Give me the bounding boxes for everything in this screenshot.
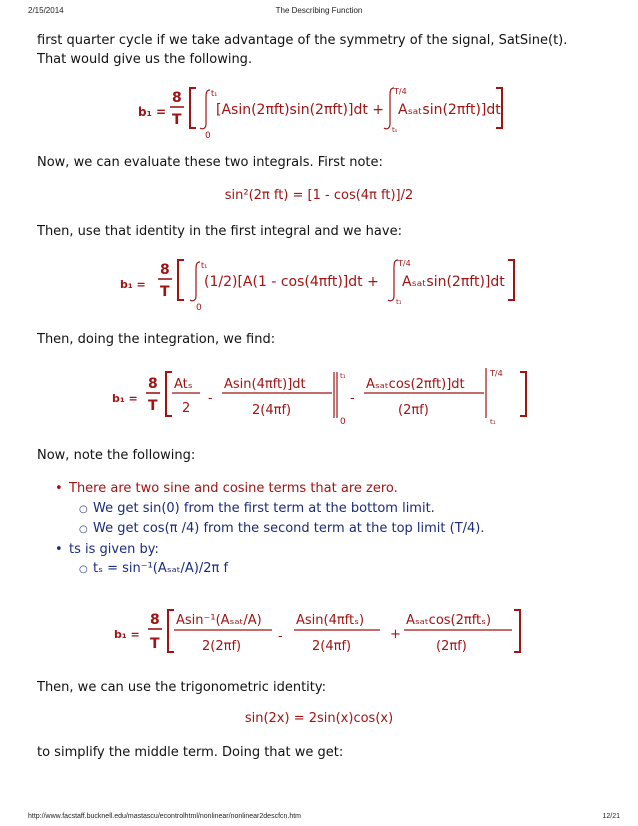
header-date: 2/15/2014 xyxy=(28,6,64,15)
list-item xyxy=(55,540,485,560)
eq4-right-bracket xyxy=(514,610,520,652)
eq3-term1-den: 2 xyxy=(182,401,191,416)
paragraph-trig-identity: Then, we can use the trigonometric identity: xyxy=(37,680,327,695)
bullet-dot-icon: • xyxy=(55,481,63,496)
eq3-eval2-lower: t₁ xyxy=(490,418,496,426)
eq1-integral-2 xyxy=(384,88,394,129)
eq3-term2-num: Asin(4πft)]dt xyxy=(224,377,306,392)
eq3-term1-num: Atₛ xyxy=(174,377,193,392)
list-item xyxy=(79,499,485,520)
eq2-integral-1 xyxy=(190,262,200,301)
eq3-eval1-upper: t₁ xyxy=(340,372,346,380)
eq3-term3-den: (2πf) xyxy=(398,403,429,418)
eq4-frac-den: T xyxy=(150,636,160,652)
eq3-frac-num: 8 xyxy=(148,376,158,392)
eq1-left-bracket xyxy=(190,88,196,128)
eq2-integrand-1: (1/2)[A(1 - cos(4πft)]dt + xyxy=(204,274,379,290)
bullet-circle-icon: ○ xyxy=(79,503,88,515)
paragraph-note: Now, note the following: xyxy=(37,448,196,463)
bullet-circle-icon: ○ xyxy=(79,524,88,535)
eq4-frac-num: 8 xyxy=(150,612,160,628)
identity-sin-squared: sin²(2π ft) = [1 - cos(4π ft)]/2 xyxy=(224,188,414,203)
eq1-integral-1 xyxy=(200,90,210,129)
list-item xyxy=(79,519,485,540)
eq2-lhs: b₁ = xyxy=(120,278,146,291)
identity-sin-2x: sin(2x) = 2sin(x)cos(x) xyxy=(244,711,394,726)
bullet-text: We get cos(π /4) from the second term at the top limit (T/4). xyxy=(93,521,485,536)
eq4-plus: + xyxy=(390,627,401,642)
list-item xyxy=(55,479,485,499)
eq3-frac-den: T xyxy=(148,398,158,414)
eq3-minus-1: - xyxy=(208,391,213,406)
eq1-frac-den: T xyxy=(172,112,182,128)
eq3-eval2-upper: T/4 xyxy=(490,369,503,378)
eq4-left-bracket xyxy=(168,610,174,652)
equation-4 xyxy=(110,604,530,666)
eq2-integrand-2: Aₛₐₜsin(2πft)]dt xyxy=(402,274,505,290)
eq4-term2-num: Asin(4πftₛ) xyxy=(296,613,365,628)
eq3-term3-num: Aₛₐₜcos(2πft)]dt xyxy=(366,377,465,392)
eq2-left-bracket xyxy=(178,260,184,300)
eq2-lower-2: t₁ xyxy=(396,298,402,306)
eq3-right-bracket xyxy=(520,372,526,416)
eq2-integral-2 xyxy=(388,260,398,301)
eq3-lhs: b₁ = xyxy=(112,392,138,405)
bullet-text: There are two sine and cosine terms that are zero. xyxy=(69,481,398,496)
eq1-upper-2: T/4 xyxy=(394,87,407,96)
eq3-term2-den: 2(4πf) xyxy=(252,403,292,418)
eq4-lhs: b₁ = xyxy=(114,628,140,641)
eq3-eval1-lower: 0 xyxy=(340,417,346,427)
eq1-lower-2: tₛ xyxy=(392,126,398,134)
eq3-minus-2: - xyxy=(350,391,355,406)
eq4-term1-den: 2(2πf) xyxy=(202,639,242,654)
footer-url: http://www.facstaff.bucknell.edu/mastascu/econtrolhtml/nonlinear/nonlinear2descfcn.htm xyxy=(28,813,302,820)
eq1-frac-num: 8 xyxy=(172,90,182,106)
eq2-frac-num: 8 xyxy=(160,262,170,278)
eq2-upper-1: t₁ xyxy=(201,261,208,270)
equation-1 xyxy=(130,80,520,142)
paragraph-integration: Then, doing the integration, we find: xyxy=(37,332,276,347)
eq1-integrand-2: Aₛₐₜsin(2πft)]dt xyxy=(398,102,501,118)
eq1-integrand-1: [Asin(2πft)sin(2πft)]dt + xyxy=(216,102,385,118)
eq1-lhs: b₁ = xyxy=(138,105,167,119)
equation-2 xyxy=(112,252,532,314)
equation-3 xyxy=(108,362,538,430)
eq3-left-bracket xyxy=(166,372,172,416)
eq2-frac-den: T xyxy=(160,284,170,300)
bullet-text: We get sin(0) from the first term at the bottom limit. xyxy=(93,500,435,516)
eq4-term3-den: (2πf) xyxy=(436,639,467,654)
eq4-term2-den: 2(4πf) xyxy=(312,639,352,654)
eq1-lower-1: 0 xyxy=(205,131,211,141)
paragraph-intro: first quarter cycle if we take advantage of the symmetry of the signal, SatSine(t). That would give us the following. xyxy=(37,33,568,67)
eq4-minus: - xyxy=(278,629,283,644)
header-title: The Describing Function xyxy=(275,6,363,15)
eq2-right-bracket xyxy=(508,260,514,300)
bullet-circle-icon: ○ xyxy=(79,564,88,575)
paragraph-evaluate: Now, we can evaluate these two integrals. First note: xyxy=(37,155,383,170)
eq1-upper-1: t₁ xyxy=(211,89,218,98)
list-item xyxy=(79,559,485,580)
paragraph-simplify: to simplify the middle term. Doing that we get: xyxy=(37,745,344,760)
bullet-dot-icon: • xyxy=(55,541,63,557)
bullet-list xyxy=(55,479,485,580)
bullet-text: tₛ = sin⁻¹(Aₛₐₜ/A)/2π f xyxy=(93,561,229,576)
paragraph-use-identity: Then, use that identity in the first integral and we have: xyxy=(37,224,402,239)
eq4-term1-num: Asin⁻¹(Aₛₐₜ/A) xyxy=(176,613,262,628)
footer-page-number: 12/21 xyxy=(602,813,620,820)
eq4-term3-num: Aₛₐₜcos(2πftₛ) xyxy=(406,613,492,628)
eq2-upper-2: T/4 xyxy=(398,259,411,268)
eq2-lower-1: 0 xyxy=(196,303,202,313)
bullet-text: ts is given by: xyxy=(69,541,159,557)
